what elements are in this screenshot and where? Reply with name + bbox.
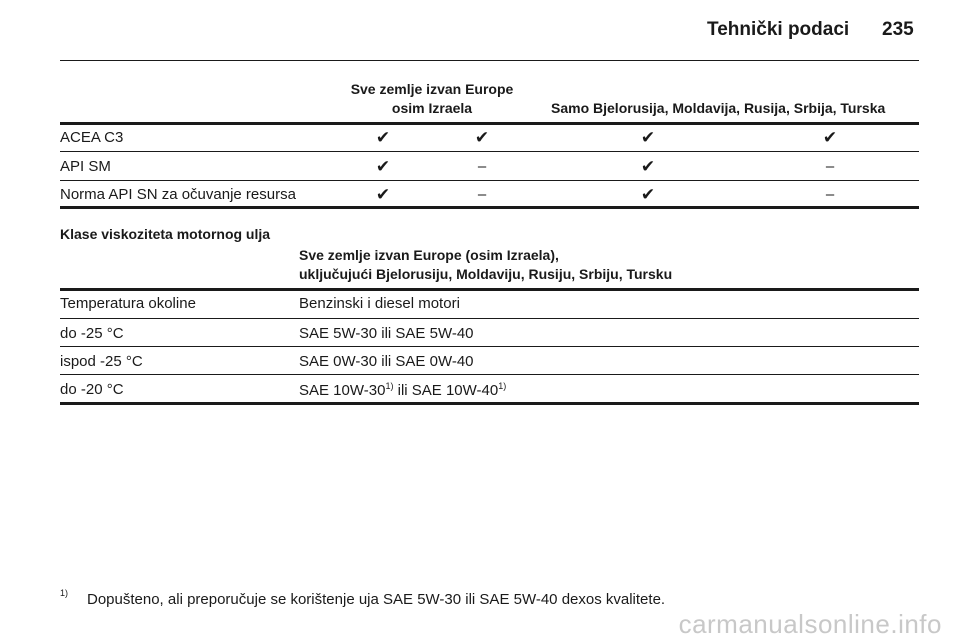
check-icon: ✔ (375, 128, 391, 147)
row-divider (60, 151, 919, 152)
group-header-belarus-etc: Samo Bjelorusija, Moldavija, Rusija, Srbija, Turska (551, 100, 886, 116)
temperature-cell: do -20 °C (60, 381, 124, 398)
check-icon: ✔ (640, 157, 656, 176)
region-heading-line2: uključujući Bjelorusiju, Moldaviju, Rusiju, Srbiju, Tursku (299, 266, 673, 282)
row-label: Norma API SN za očuvanje resursa (60, 186, 296, 203)
row-divider (60, 318, 919, 319)
spec-table-bottom-rule (60, 206, 919, 209)
page-number: 235 (882, 19, 914, 40)
group-header-all-except-europe: Sve zemlje izvan Europe (350, 81, 514, 97)
check-icon: ✔ (375, 157, 391, 176)
footnote-ref: 1) (385, 381, 394, 391)
row-label: API SM (60, 158, 111, 175)
group-header-except-israel: osim Izraela (391, 100, 473, 116)
check-icon: ✔ (375, 185, 391, 204)
check-icon: ✔ (822, 128, 838, 147)
row-divider (60, 180, 919, 181)
column-header-temperature: Temperatura okoline (60, 295, 196, 312)
dash-mark: – (825, 158, 835, 175)
watermark: carmanualsonline.info (678, 609, 942, 639)
row-divider (60, 346, 919, 347)
check-icon: ✔ (640, 185, 656, 204)
dash-mark: – (477, 186, 487, 203)
temperature-cell: do -25 °C (60, 325, 124, 342)
column-header-engines: Benzinski i diesel motori (299, 295, 460, 312)
spec-table-top-rule (60, 122, 919, 125)
footnote-text: Dopušteno, ali preporučuje se korištenje uja SAE 5W-30 ili SAE 5W-40 dexos kvalitete. (87, 591, 666, 608)
region-heading-line1: Sve zemlje izvan Europe (osim Izraela), (299, 247, 559, 263)
row-divider (60, 374, 919, 375)
dash-mark: – (825, 186, 835, 203)
viscosity-table-bottom-rule (60, 402, 919, 405)
section-title: Klase viskoziteta motornog ulja (60, 226, 271, 242)
temperature-cell: ispod -25 °C (60, 353, 143, 370)
page-title: Tehnički podaci (707, 19, 850, 40)
viscosity-table-top-rule (60, 288, 919, 291)
oil-grade-cell: SAE 5W-30 ili SAE 5W-40 (299, 325, 474, 342)
check-icon: ✔ (640, 128, 656, 147)
oil-grade-text: SAE 10W-30 (299, 382, 386, 399)
oil-grade-cell: SAE 0W-30 ili SAE 0W-40 (299, 353, 474, 370)
header-rule (60, 60, 919, 61)
row-label: ACEA C3 (60, 129, 124, 146)
check-icon: ✔ (474, 128, 490, 147)
footnote-marker: 1) (60, 588, 69, 598)
footnote-ref: 1) (498, 381, 507, 391)
oil-grade-text: ili SAE 10W-40 (393, 382, 499, 399)
dash-mark: – (477, 158, 487, 175)
oil-grade-cell (299, 381, 506, 399)
